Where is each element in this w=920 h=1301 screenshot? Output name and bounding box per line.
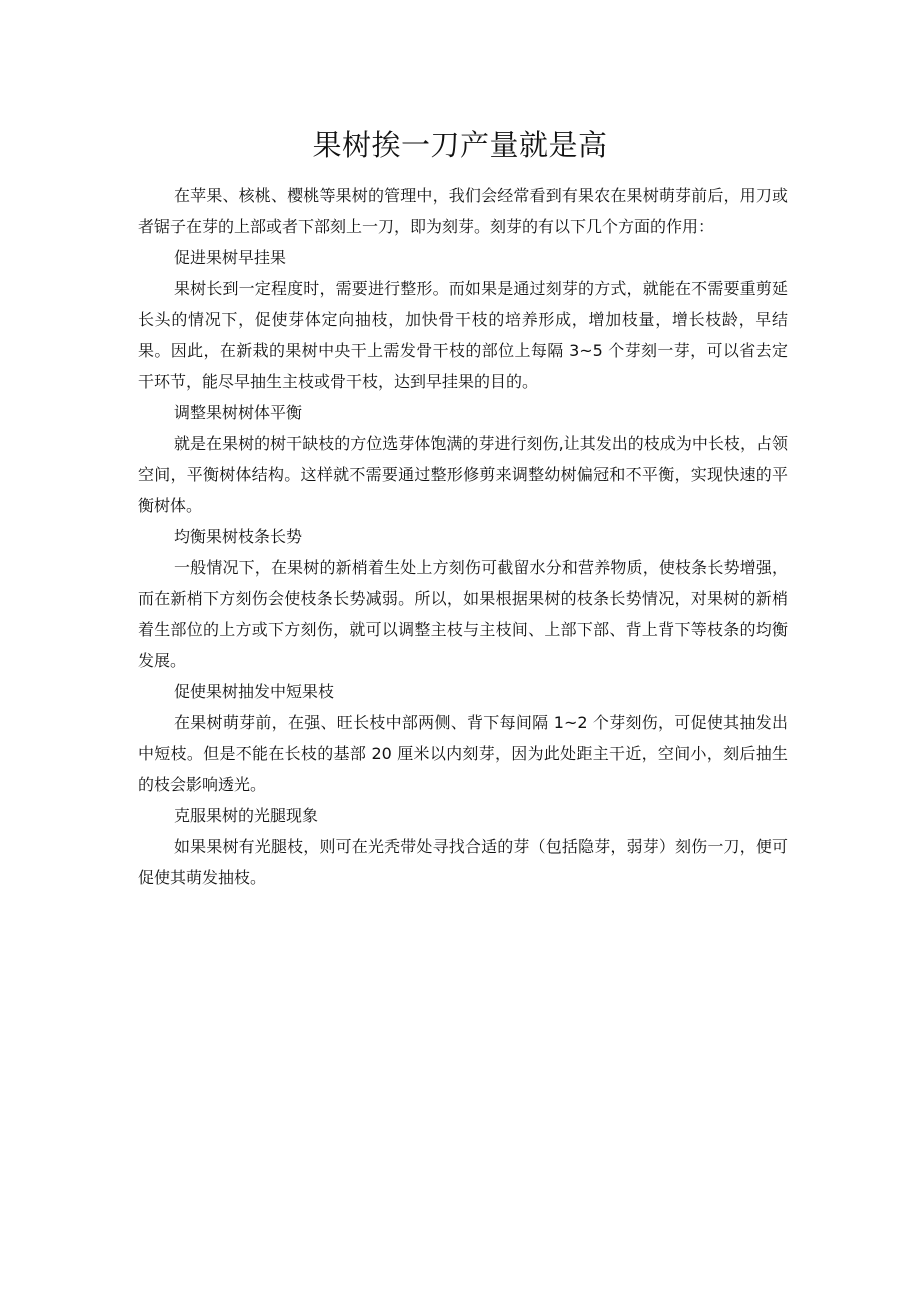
intro-paragraph: 在苹果、核桃、樱桃等果树的管理中，我们会经常看到有果农在果树萌芽前后，用刀或者锯子在芽的上部或者下部刻上一刀，即为刻芽。刻芽的有以下几个方面的作用：	[138, 186, 788, 236]
section-heading-early-fruiting: 促进果树早挂果	[174, 248, 287, 267]
section-heading-bare-leg: 克服果树的光腿现象	[174, 806, 319, 825]
section-heading-tree-balance: 调整果树树体平衡	[174, 403, 303, 422]
section-body-branch-vigor: 一般情况下，在果树的新梢着生处上方刻伤可截留水分和营养物质，使枝条长势增强，而在新梢下方刻伤会使枝条长势减弱。所以，如果根据果树的枝条长势情况，对果树的新梢着生部位的上方或下方刻伤，就可以调整主枝与主枝间、上部下部、背上背下等枝条的均衡发展。	[138, 558, 788, 670]
section-body-tree-balance: 就是在果树的树干缺枝的方位选芽体饱满的芽进行刻伤,让其发出的枝成为中长枝，占领空间，平衡树体结构。这样就不需要通过整形修剪来调整幼树偏冠和不平衡，实现快速的平衡树体。	[138, 434, 788, 515]
document-title: 果树挨一刀产量就是高	[312, 128, 608, 162]
section-body-short-branches: 在果树萌芽前，在强、旺长枝中部两侧、背下每间隔 1~2 个芽刻伤，可促使其抽发出中短枝。但是不能在长枝的基部 20 厘米以内刻芽，因为此处距主干近，空间小，刻后抽生的枝会影响透光。	[138, 713, 788, 794]
section-heading-short-branches: 促使果树抽发中短果枝	[174, 682, 335, 701]
document-body	[138, 180, 788, 893]
section-body-bare-leg: 如果果树有光腿枝，则可在光秃带处寻找合适的芽（包括隐芽，弱芽）刻伤一刀，便可促使其萌发抽枝。	[138, 837, 788, 887]
section-heading-branch-vigor: 均衡果树枝条长势	[174, 527, 303, 546]
section-body-early-fruiting: 果树长到一定程度时，需要进行整形。而如果是通过刻芽的方式，就能在不需要重剪延长头的情况下，促使芽体定向抽枝，加快骨干枝的培养形成，增加枝量，增长枝龄，早结果。因此，在新栽的果树中央干上需发骨干枝的部位上每隔 3~5 个芽刻一芽，可以省去定干环节，能尽早抽生主枝或骨干枝，达到早挂果的目的。	[138, 279, 788, 391]
